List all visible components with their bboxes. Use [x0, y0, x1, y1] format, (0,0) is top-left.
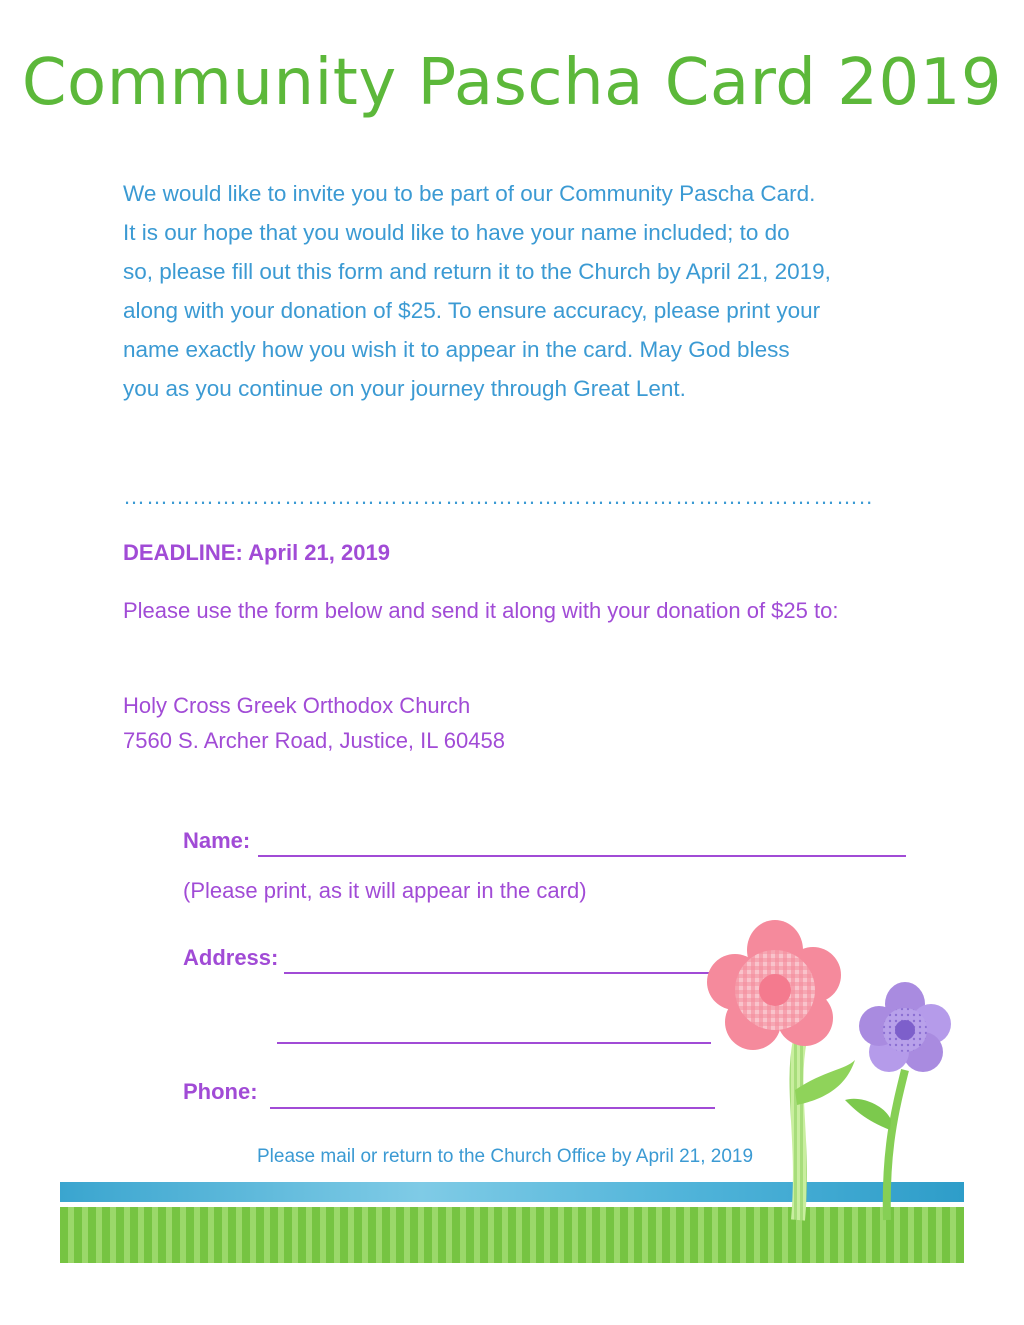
intro-line: so, please fill out this form and return it to the Church by April 21, 2019,	[123, 259, 831, 284]
name-input-line[interactable]	[258, 833, 906, 857]
deadline-heading: DEADLINE: April 21, 2019	[123, 540, 390, 565]
dotted-separator: ……………………………………………………………………………………..	[123, 484, 874, 509]
pink-flower	[707, 920, 855, 1220]
purple-flower-leaf	[845, 1099, 891, 1130]
instructions-text: Please use the form below and send it along with your donation of $25 to:	[123, 598, 839, 623]
pink-flower-head	[707, 920, 841, 1050]
intro-line: It is our hope that you would like to have your name included; to do	[123, 220, 790, 245]
footer-note: Please mail or return to the Church Office by April 21, 2019	[257, 1146, 754, 1167]
purple-flower-stem	[887, 1070, 905, 1220]
flowers-illustration	[695, 920, 975, 1240]
address-input-line-2[interactable]	[277, 1020, 711, 1044]
name-label: Name:	[183, 828, 251, 853]
pink-flower-stem	[796, 1040, 800, 1220]
name-print-note: (Please print, as it will appear in the card)	[183, 878, 587, 903]
church-address	[123, 688, 505, 758]
phone-input-line[interactable]	[270, 1085, 715, 1109]
church-name: Holy Cross Greek Orthodox Church	[123, 693, 471, 718]
intro-line: you as you continue on your journey through Great Lent.	[123, 376, 686, 401]
phone-label: Phone:	[183, 1079, 258, 1104]
address-input-line-1[interactable]	[284, 950, 714, 974]
intro-paragraph	[123, 174, 923, 408]
address-label: Address:	[183, 945, 279, 970]
intro-line: along with your donation of $25. To ensure accuracy, please print your	[123, 298, 821, 323]
pink-flower-leaf	[795, 1060, 855, 1105]
purple-flower	[845, 982, 951, 1220]
intro-line: name exactly how you wish it to appear in the card. May God bless	[123, 337, 790, 362]
purple-flower-head	[859, 982, 951, 1072]
document-title: Community Pascha Card 2019	[21, 46, 1003, 120]
church-street: 7560 S. Archer Road, Justice, IL 60458	[123, 728, 505, 753]
intro-line: We would like to invite you to be part of our Community Pascha Card.	[123, 181, 816, 206]
